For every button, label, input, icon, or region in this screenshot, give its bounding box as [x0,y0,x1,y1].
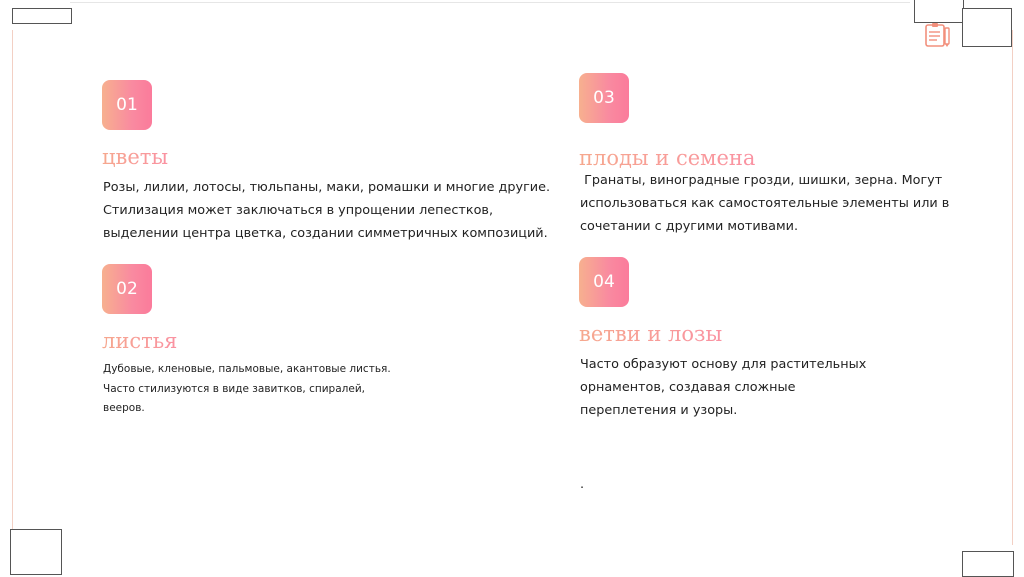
text-line: Розы, лилии, лотосы, тюльпаны, маки, ромашки и многие другие. [103,180,551,195]
text-leaves [103,360,391,419]
text-line: Гранаты, виноградные грозди, шишки, зерна. Могут [580,173,943,188]
heading-branches-vines: ветви и лозы [579,322,723,346]
document-list-icon [925,22,951,48]
badge-04: 04 [579,257,629,307]
badge-02: 02 [102,264,152,314]
left-guide-line [12,30,13,545]
text-line: вееров. [103,402,145,414]
text-line: переплетения и узоры. [580,403,738,418]
text-line: использоваться как самостоятельные элементы или в [580,196,950,211]
top-right-frame-c [962,20,1012,47]
text-line: сочетании с другими мотивами. [580,219,799,234]
top-right-frame-a [914,0,964,23]
text-line: орнаментов, создавая сложные [580,380,796,395]
text-line: Часто образуют основу для растительных [580,357,867,372]
bottom-left-frame [10,529,62,575]
heading-fruits-seeds: плоды и семена [579,146,756,170]
top-guide-line [70,2,910,3]
text-line: Дубовые, кленовые, пальмовые, акантовые листья. [103,363,391,375]
bottom-right-frame [962,551,1014,577]
heading-leaves: листья [102,329,178,353]
right-guide-line [1012,30,1013,545]
text-fruits-seeds [580,169,949,238]
top-left-frame [12,8,72,24]
text-line: Часто стилизуются в виде завитков, спиралей, [103,382,365,395]
text-branches-vines [580,353,866,422]
text-flowers [103,176,550,245]
text-line: Стилизация может заключаться в упрощении лепестков, [103,203,494,218]
trailing-dot: . [580,477,585,492]
badge-01: 01 [102,80,152,130]
heading-flowers: цветы [102,145,169,169]
badge-03: 03 [579,73,629,123]
text-line: выделении центра цветка, создании симметричных композиций. [103,226,548,241]
